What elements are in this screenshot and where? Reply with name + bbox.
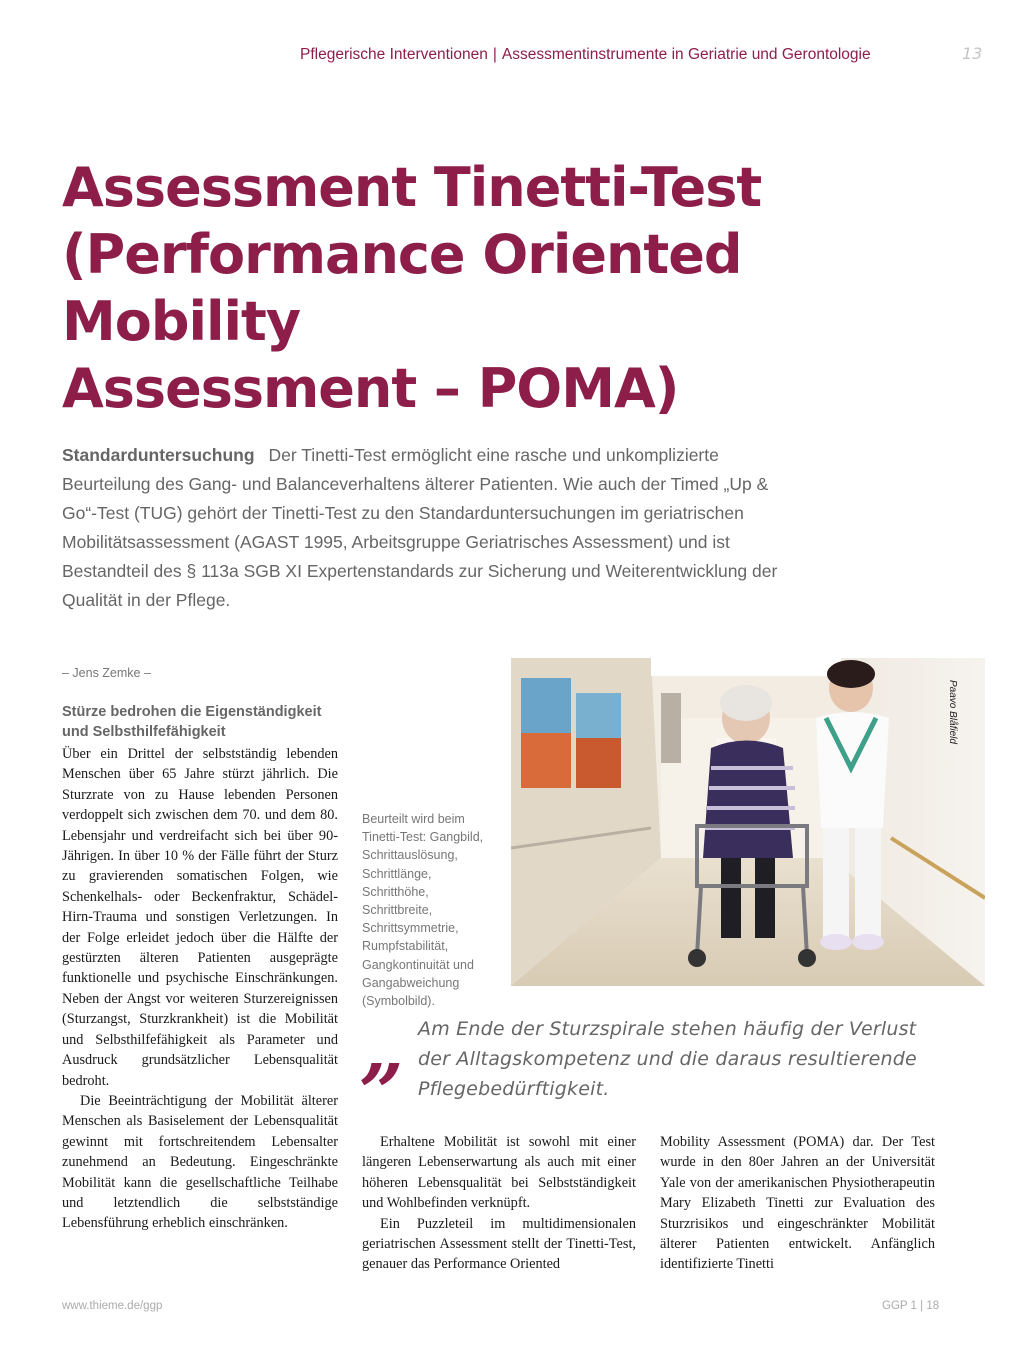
footer-url: www.thieme.de/ggp [62, 1300, 163, 1312]
running-header [300, 46, 940, 64]
body-paragraph: Erhaltene Mobilität ist sowohl mit einer längeren Lebenserwartung als auch mit einer höheren Lebensqualität bei Selbstständigkeit und Wohlbefinden verknüpft. [362, 1134, 636, 1212]
title-line: Assessment – POMA) [62, 357, 679, 420]
body-paragraph: Über ein Drittel der selbstständig lebenden Menschen über 65 Jahre stürzt jährlich. Die Sturzrate von zu Hause lebenden Personen verdoppelt sich zwischen dem 70. und dem 80. Lebensjahr und verdreifacht sich bei über 90-Jährigen. In über 10 % der Fälle führt der Sturz zu gravierenden somatischen Folgen, wie Schenkelhals- oder Beckenfraktur, Schädel-Hirn-Trauma und sonstigen Verletzungen. In der Folge erleidet jedoch über die Hälfte der gestürzten älteren Patienten ausgeprägte funktionelle und psychische Einschränkungen. Neben der Angst vor weiteren Sturzereignissen (Sturzangst, Sturzkrankheit) ist die Mobilität und Selbsthilfefähigkeit als Parameter und Ausdruck grundsätzlicher Lebensqualität bedroht. [62, 746, 338, 1089]
article-photo [511, 658, 985, 986]
left-column [62, 744, 338, 1234]
lead-paragraph [62, 441, 782, 615]
header-section: Pflegerische Interventionen [300, 46, 488, 63]
middle-column [362, 1132, 636, 1275]
right-column [660, 1132, 935, 1275]
body-paragraph: Mobility Assessment (POMA) dar. Der Test wurde in den 80er Jahren an der Universität Yale von der amerikanischen Physiotherapeutin Mary Elizabeth Tinetti zur Evaluation des Sturzrisikos und eingeschränkter Mobilität älterer Patienten entwickelt. Anfänglich identifizierte Tinetti [660, 1134, 935, 1273]
photo-illustration [511, 658, 985, 986]
title-line: (Performance Oriented [62, 223, 742, 286]
photo-caption: Beurteilt wird beim Tinetti-Test: Gangbild, Schrittauslösung, Schrittlänge, Schritthöhe, Schrittbreite, Schrittsymmetrie, Rumpfstabilität, Gangkontinuität und Gangabweichung (Symbolbild). [362, 812, 484, 1009]
title-line: Assessment Tinetti-Test [62, 156, 762, 219]
title-line: Mobility [62, 290, 301, 353]
article-title [62, 154, 822, 422]
body-paragraph: Ein Puzzleteil im multidimensionalen geriatrischen Assessment stellt der Tinetti-Test, genauer das Performance Oriented [362, 1215, 636, 1273]
pull-quote: Am Ende der Sturzspirale stehen häufig der Verlust der Alltagskompetenz und die daraus resultierende Pflegebedürftigkeit. [418, 1018, 917, 1100]
header-subsection: Assessmentinstrumente in Geriatrie und Gerontologie [501, 46, 871, 63]
lead-text: Der Tinetti-Test ermöglicht eine rasche und unkomplizierte Beurteilung des Gang- und Balanceverhaltens älterer Patienten. Wie auch der Timed „Up & Go“-Test (TUG) gehört der Tinetti-Test zu den Standarduntersuchungen im geriatrischen Mobilitätsassessment (AGAST 1995, Arbeitsgruppe Geriatrisches Assessment) und ist Bestandteil des § 113a SGB XI Expertenstandards zur Sicherung und Weiterentwicklung der Qualität in der Pflege. [62, 445, 778, 610]
footer-issue: GGP 1 | 18 [882, 1300, 940, 1312]
header-separator: | [492, 46, 497, 63]
author-byline: – Jens Zemke – [62, 666, 151, 680]
photo-credit: Paavo Blåfield [947, 680, 958, 744]
page-number: 13 [962, 44, 983, 63]
section-subhead: Stürze bedrohen die Eigenständigkeit und Selbsthilfefähigkeit [62, 704, 322, 740]
lead-kicker: Standarduntersuchung [62, 445, 255, 465]
body-paragraph: Die Beeinträchtigung der Mobilität älterer Menschen als Basiselement der Lebensqualität gewinnt mit fortschreitendem Lebensalter zunehmend an Bedeutung. Eingeschränkte Mobilität kann die gesellschaftliche Teilhabe und letztendlich die selbstständige Lebensführung erheblich einschränken. [62, 1092, 338, 1232]
quote-mark-icon: „ [360, 1003, 405, 1094]
